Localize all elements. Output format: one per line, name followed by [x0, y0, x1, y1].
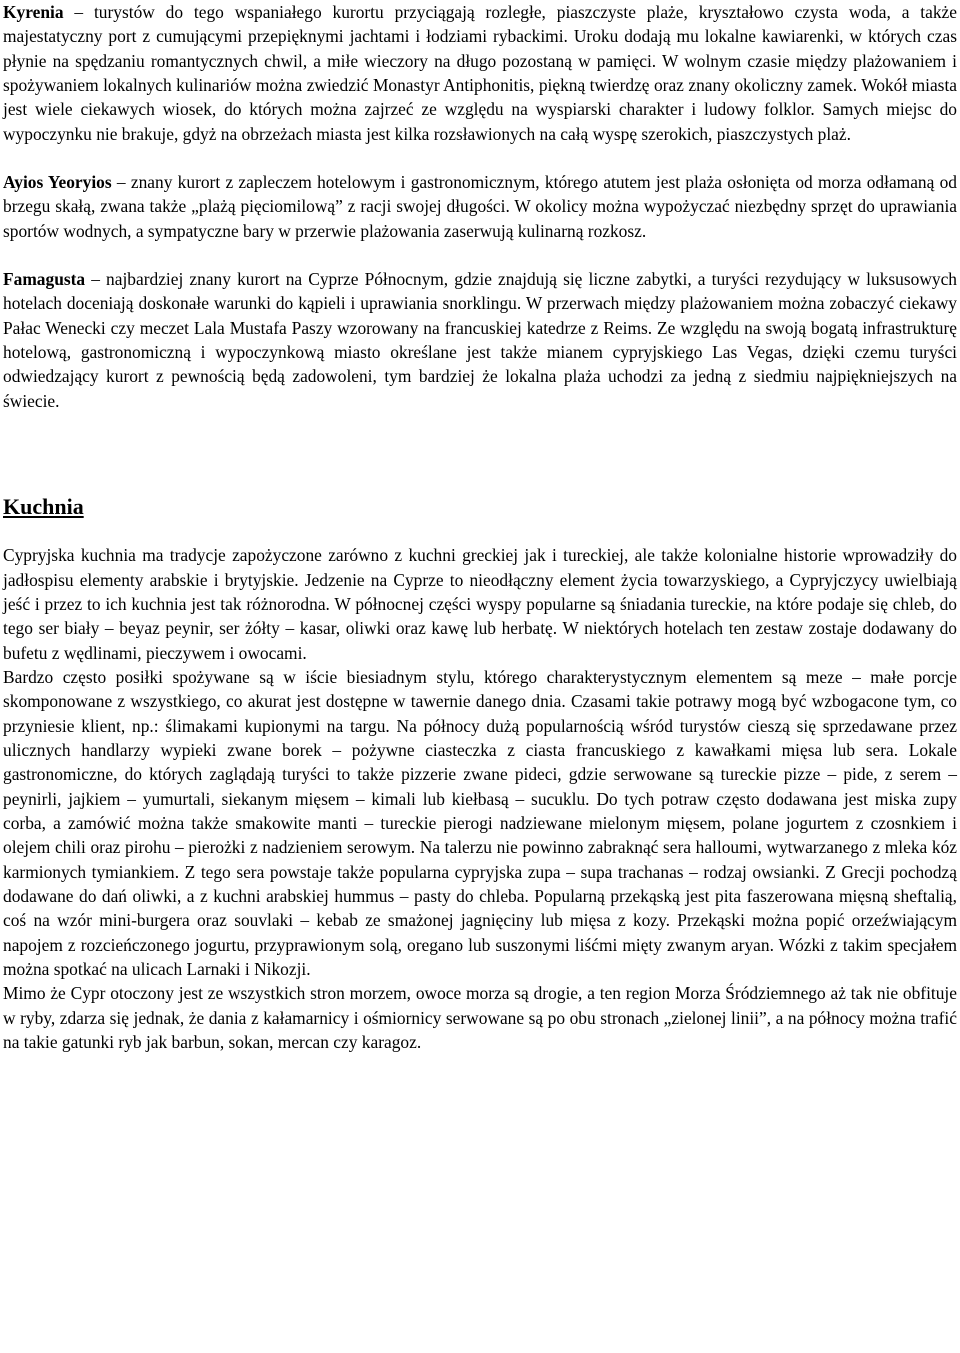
- paragraph-ayios-yeoryios-text: – znany kurort z zapleczem hotelowym i gastronomicznym, którego atutem jest plaża osłonięta od morza odłamaną od brzegu skałą, zwana także „plażą pięciomilową” z racji swojej długości. W okolicy można wypożyczać niezbędny sprzęt do uprawiania sportów wodnych, a sympatyczne bary w przerwie plażowania zaserwują kulinarną rozkosz.: [3, 172, 957, 241]
- paragraph-famagusta: [3, 267, 957, 413]
- paragraph-famagusta-text: – najbardziej znany kurort na Cyprze Północnym, gdzie znajdują się liczne zabytki, a turyści rezydujący w luksusowych hotelach doceniają doskonałe warunki do kąpieli i uprawiania snorklingu. W przerwach między plażowaniem można zobaczyć ciekawy Pałac Wenecki czy meczet Lala Mustafa Paszy wzorowany na francuskiej katedrze z Reims. Ze względu na swoją bogatą infrastrukturę hotelową, gastronomiczną i wypoczynkową miasto określane jest także mianem cypryjskiego Las Vegas, dzięki czemu turyści odwiedzający kurort z pewnością będą zadowoleni, tym bardziej że lokalna plaża uchodzi za jedną z siedmiu najpiękniejszych na świecie.: [3, 269, 957, 411]
- paragraph-kuchnia-2: Bardzo często posiłki spożywane są w iście biesiadnym stylu, którego charakterystycznym elementem są meze – małe porcje skomponowane z wszystkiego, co akurat jest dostępne w tawernie danego dnia. Czasami takie potrawy mogą być wzbogacone tym, co przyniesie klient, np.: ślimakami kupionymi na targu. Na północy dużą popularnością wśród turystów cieszą się sprzedawane przez ulicznych handlarzy wypieki zwane borek – pożywne ciasteczka z ciasta francuskiego z kawałkami mięsa lub sera. Lokale gastronomiczne, do których zaglądają turyści to także pizzerie zwane pideci, gdzie serwowane są tureckie pizze – pide, z serem – peynirli, jajkiem – yumurtali, siekanym mięsem – kimali lub kiełbasą – sucuklu. Do tych potraw często dodawana jest miska zupy corba, a zamówić można także smakowite manti – tureckie pierogi nadziewane mielonym mięsem, polane jogurtem z czosnkiem i olejem chili oraz pirohu – pierożki z nadzieniem serowym. Na talerzu nie powinno zabraknąć sera halloumi, wytwarzanego z mleka kóz karmionych tymiankiem. Z tego sera powstaje także popularna cypryjska zupa – supa trachanas – rodzaj owsianki. Z Grecji pochodzą dodawane do dań oliwki, a z kuchni arabskiej hummus – pasty do chleba. Popularną przekąską jest pita faszerowana mięsną sheftalią, coś na wzór mini-burgera oraz souvlaki – kebab ze smażonej jagnięciny lub mięsa z kozy. Przekąski można popić orzeźwiającym napojem z rozcieńczonego jogurtu, przyprawionym solą, oregano lub suszonymi liśćmi mięty zwanym aryan. Wózki z takim specjałem można spotkać na ulicach Larnaki i Nikozji.: [3, 666, 957, 979]
- term-ayios-yeoryios: Ayios Yeoryios: [3, 172, 112, 193]
- paragraph-ayios-yeoryios: [3, 170, 957, 243]
- paragraph-kuchnia-1: Cypryjska kuchnia ma tradycje zapożyczone zarówno z kuchni greckiej jak i tureckiej, ale także kolonialne historie wprowadziły do jadłospisu elementy arabskie i brytyjskie. Jedzenie na Cyprze to nieodłączny element życia towarzyskiego, a Cypryjczycy uwielbiają jeść i przez to ich kuchnia jest tak różnorodna. W północnej części wyspy popularne są śniadania tureckie, na które podaje się chleb, do tego ser biały – beyaz peynir, ser żółty – kasar, oliwki oraz kawę lub herbatę. W niektórych hotelach ten zestaw zostaje dodawany do bufetu z wędlinami, pieczywem i owocami.: [3, 545, 957, 663]
- paragraph-kyrenia-text: – turystów do tego wspaniałego kurortu przyciągają rozległe, piaszczyste plaże, kryształowo czysta woda, a także majestatyczny port z cumującymi przepięknymi jachtami i łodziami rybackimi. Uroku dodają mu lokalne kawiarenki, w których czas płynie na spędzaniu romantycznych chwil, a miłe wieczory na długo pozostaną w pamięci. W wolnym czasie między plażowaniem i spożywaniem lokalnych kulinariów można zwiedzić Monastyr Antiphonitis, piękną twierdzę oraz znany okoliczny zamek. Wokół miasta jest wiele ciekawych wiosek, do których można zajrzeć ze względu na wyspiarski charakter i ludowy folklor. Samych miejsc do wypoczynku nie brakuje, gdyż na obrzeżach miasta jest kilka rozsławionych na całą wyspę szerokich, piaszczystych plaż.: [3, 2, 957, 144]
- paragraph-kuchnia-3: Mimo że Cypr otoczony jest ze wszystkich stron morzem, owoce morza są drogie, a ten region Morza Śródziemnego aż tak nie obfituje w ryby, zdarza się jednak, że dania z kałamarnicy i ośmiornicy serwowane są po obu stronach „zielonej linii”, a na północy można trafić na takie gatunki ryb jak barbun, sokan, mercan czy karagoz.: [3, 983, 957, 1053]
- term-famagusta: Famagusta: [3, 269, 86, 290]
- paragraph-kyrenia: [3, 0, 957, 146]
- term-kyrenia: Kyrenia: [3, 2, 64, 22]
- section-heading-kuchnia: Kuchnia: [3, 494, 84, 520]
